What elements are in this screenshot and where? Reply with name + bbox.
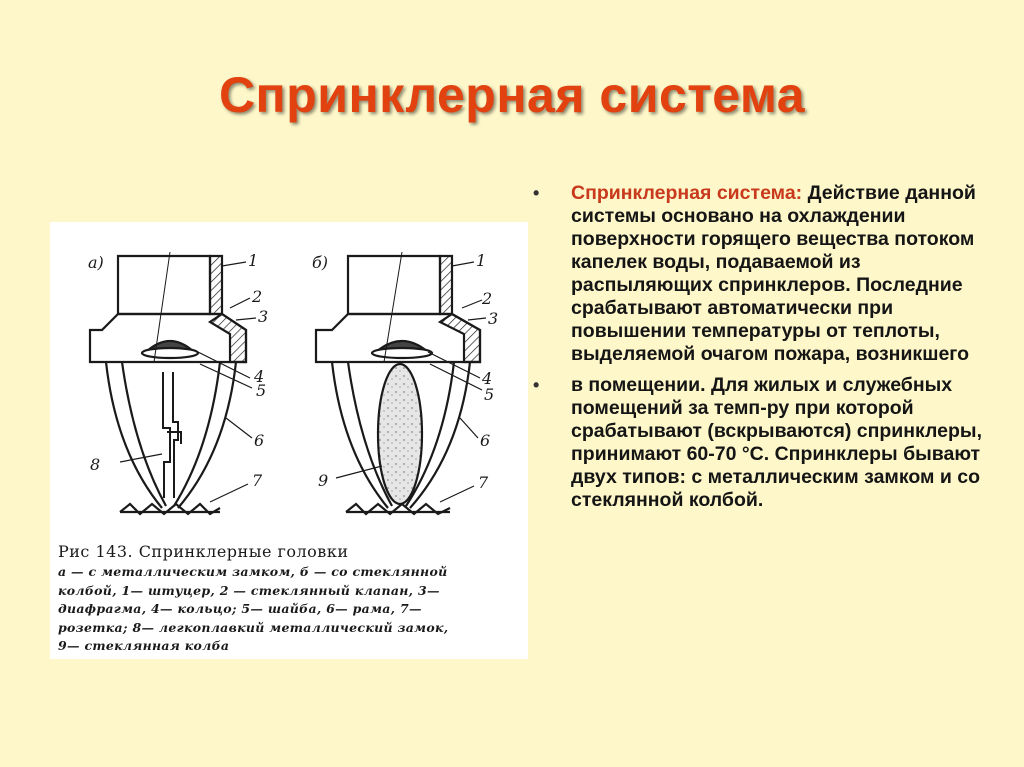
sprinkler-head-b — [316, 252, 486, 514]
num-3-b: 3 — [488, 309, 499, 328]
bullet-list — [533, 182, 993, 520]
num-9-b: 9 — [318, 471, 329, 490]
slide-title: Спринклерная система — [218, 67, 806, 123]
caption-title: Рис 143. Спринклерные головки — [58, 542, 349, 561]
num-4-b: 4 — [482, 369, 493, 388]
bullet-item-1 — [533, 182, 993, 366]
sprinkler-figure — [50, 222, 528, 659]
label-a: а) — [88, 253, 104, 272]
bullet-body-1: Действие данной системы основано на охлаждении поверхности горящего вещества потоком капелек воды, подаваемой из распыляющих спринклеров. Последние срабатывают автоматически при повышении температуры от теплоты, выделяемой очагом пожара, возникшего — [571, 182, 976, 365]
bullet-item-2 — [533, 374, 993, 512]
num-5-a: 5 — [256, 381, 267, 400]
label-b: б) — [312, 253, 329, 272]
bullet-dot: • — [533, 183, 540, 203]
caption-line: а — с металлическим замком, б — со стеклянной — [58, 564, 448, 579]
num-5-b: 5 — [484, 385, 495, 404]
caption-line: диафрагма, 4— кольцо; 5— шайба, 6— рама, 7— — [58, 601, 422, 616]
num-6-b: 6 — [480, 431, 491, 450]
caption-body — [58, 563, 523, 656]
num-2-b: 2 — [482, 289, 493, 308]
bullet-dot: • — [533, 375, 540, 395]
num-4-a: 4 — [254, 367, 265, 386]
caption-line: колбой, 1— штуцер, 2 — стеклянный клапан, 3— — [58, 582, 440, 598]
num-2-a: 2 — [252, 287, 263, 306]
num-8-a: 8 — [90, 455, 101, 474]
sprinkler-head-a — [90, 251, 259, 514]
bullet-lead: Спринклерная система — [571, 182, 796, 204]
num-7-b: 7 — [478, 473, 489, 492]
bullet-body-2: в помещении. Для жилых и служебных помещений за темп-ру при которой срабатывают (вскрываются) спринклеры, принимают 60-70 °С. Спринклеры бывают двух типов: с металлическим замком и со стеклянной колбой. — [571, 374, 982, 511]
num-1-a: 1 — [248, 251, 259, 270]
bullet-lead-colon: : — [795, 182, 803, 204]
num-3-a: 3 — [258, 307, 269, 326]
caption-line: 9— стеклянная колба — [58, 638, 230, 653]
num-1-b: 1 — [476, 251, 487, 270]
figure-caption — [58, 542, 523, 656]
caption-line: розетка; 8— легкоплавкий металлический замок, — [58, 619, 449, 635]
num-7-a: 7 — [252, 471, 263, 490]
num-6-a: 6 — [254, 431, 265, 450]
